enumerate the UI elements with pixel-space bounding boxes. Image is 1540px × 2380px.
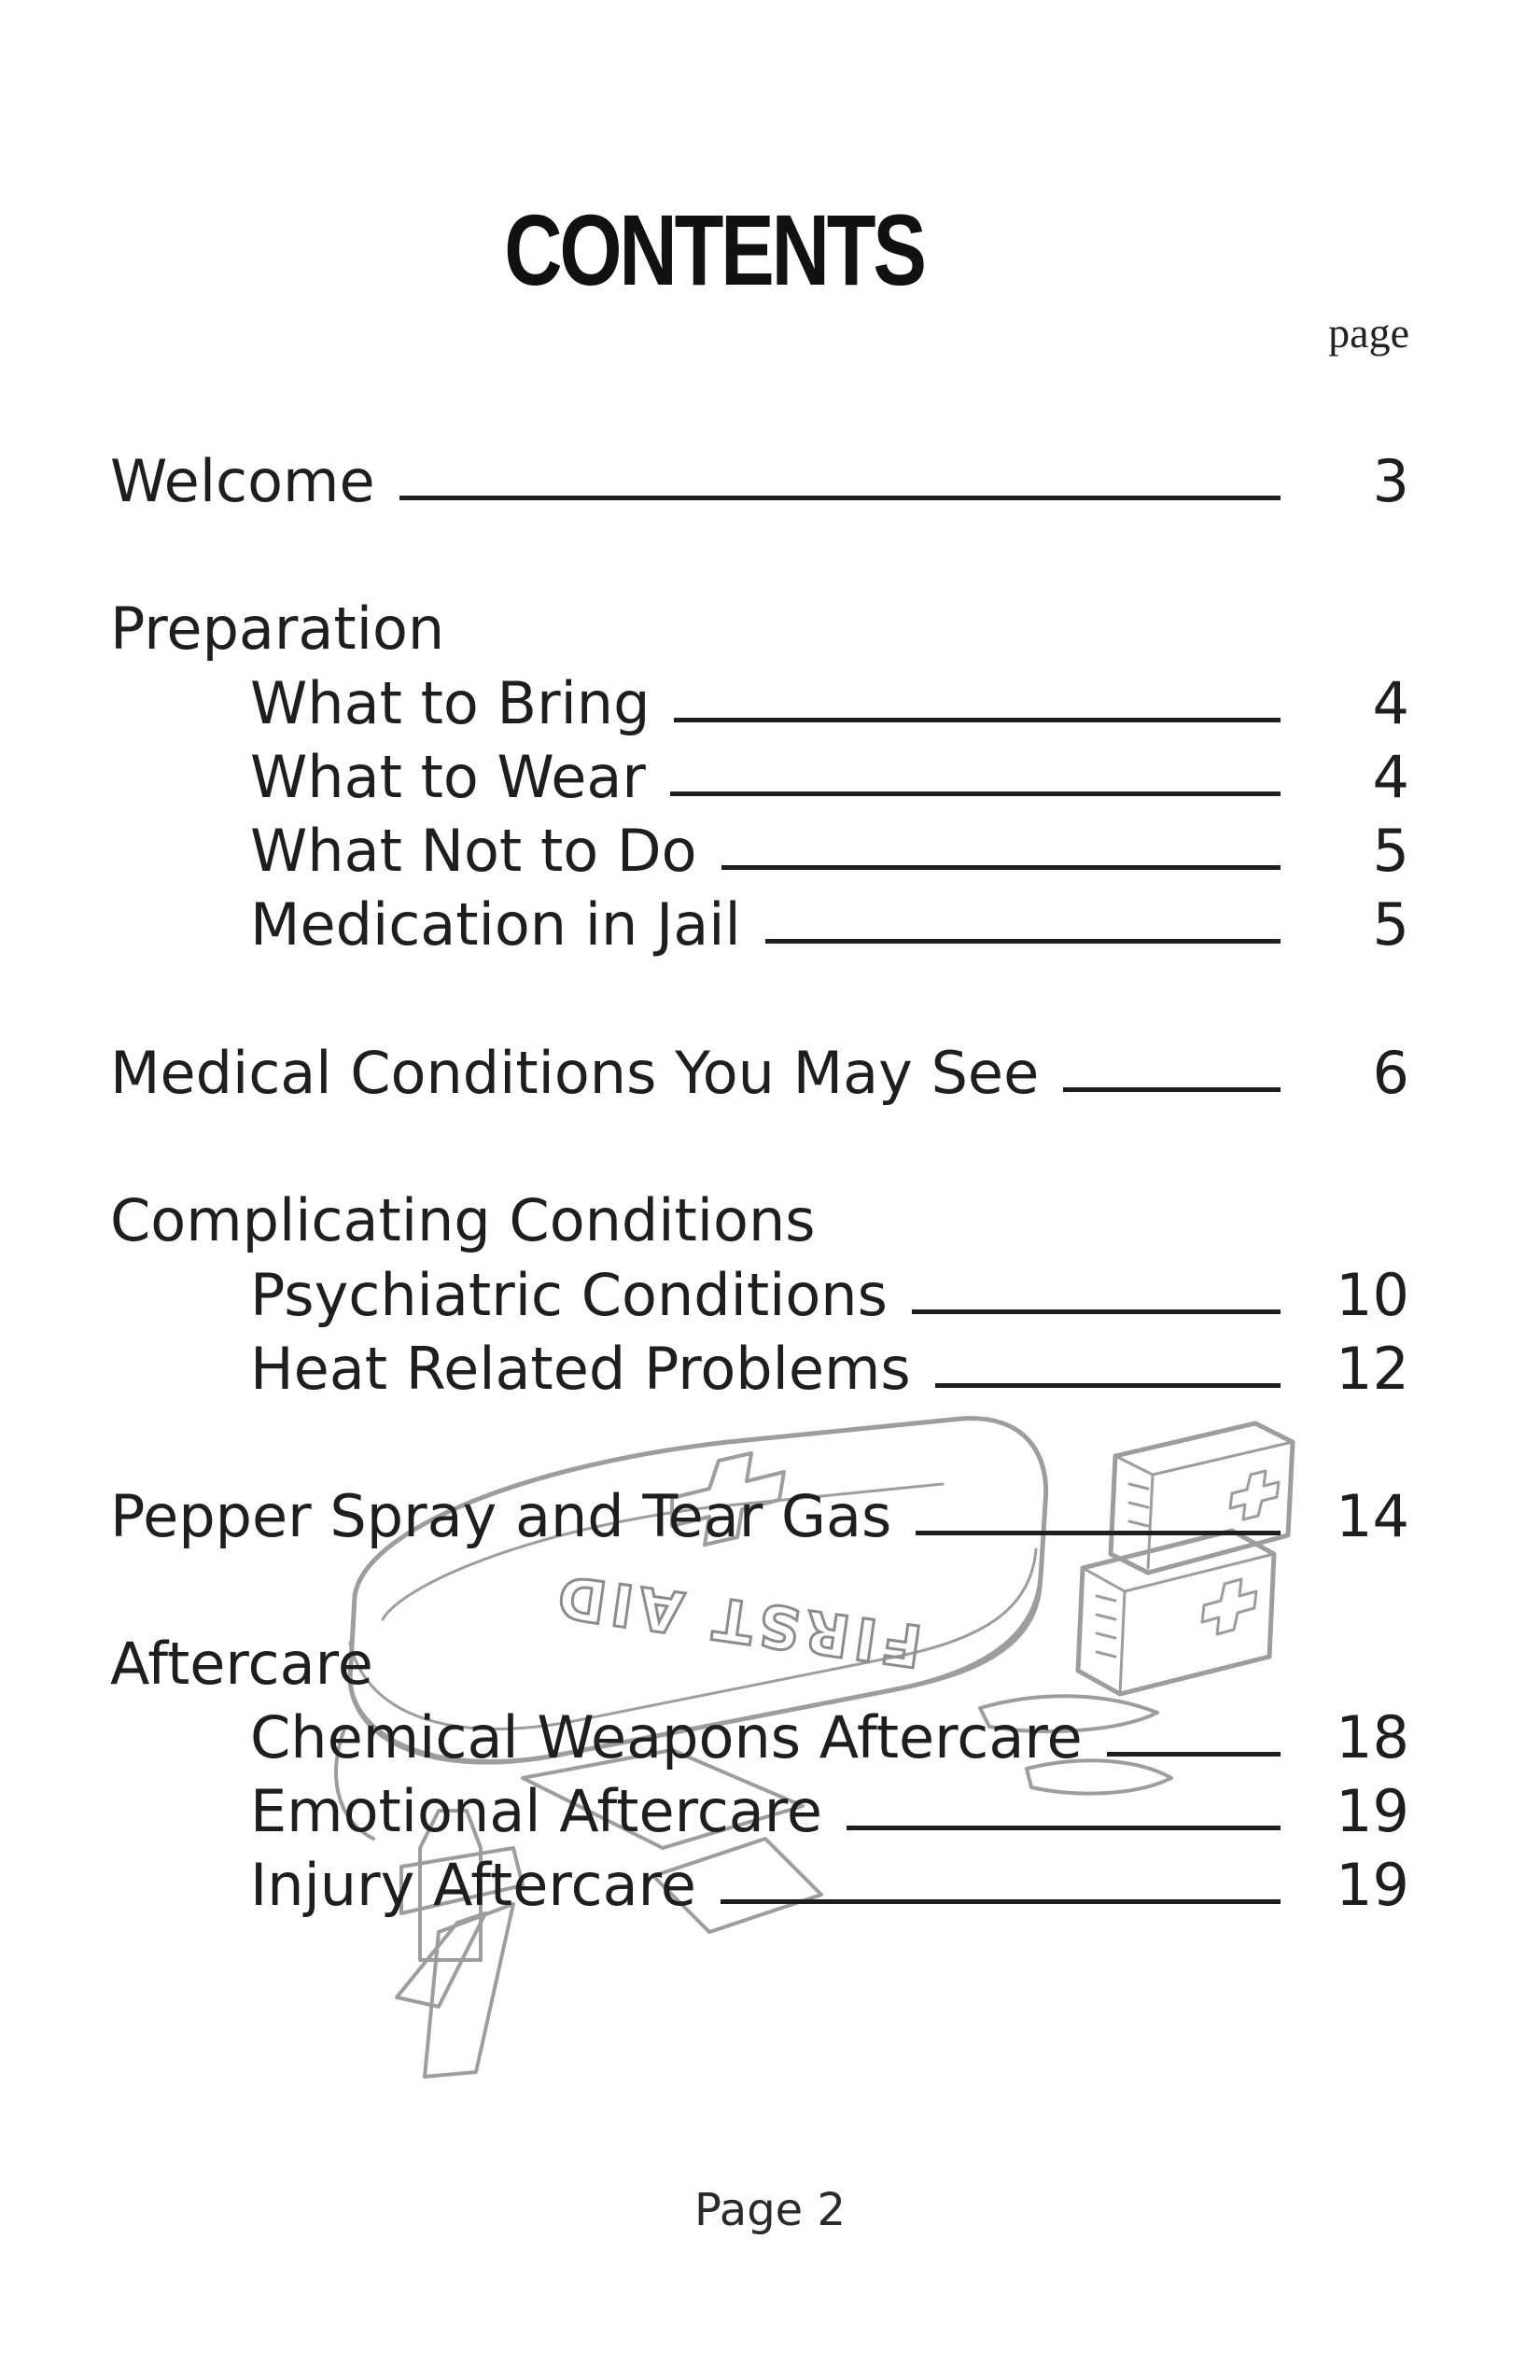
toc-entry-welcome[interactable] [110,446,1409,517]
toc-page-number: 4 [1372,743,1409,811]
leader-line [674,718,1281,722]
toc-page-number: 14 [1336,1482,1409,1550]
toc-entry-label: Injury Aftercare [250,1851,696,1919]
page-title: CONTENTS [504,193,924,306]
page-column-label: page [1328,309,1409,357]
toc-entry-label: Pepper Spray and Tear Gas [110,1482,892,1550]
toc-entry-pepper-spray[interactable] [110,1481,1409,1552]
toc-entry-medical-conditions[interactable] [110,1038,1409,1109]
toc-entry-medication-in-jail[interactable] [250,889,1409,960]
leader-line [916,1531,1281,1535]
toc-page-number: 19 [1336,1777,1409,1845]
leader-line [721,1899,1281,1904]
toc-entry-what-to-bring[interactable] [250,668,1409,739]
toc-entry-heat-related-problems[interactable] [250,1334,1409,1405]
toc-entry-label: Psychiatric Conditions [250,1261,888,1329]
leader-line [399,496,1281,500]
toc-entry-label: What Not to Do [250,817,697,885]
toc-entry-label: Chemical Weapons Aftercare [250,1703,1083,1771]
toc-entry-label: Welcome [110,447,375,515]
toc-page-number: 6 [1372,1039,1409,1107]
toc-entry-label: Medical Conditions You May See [110,1039,1040,1107]
toc-entry-chemical-weapons-aftercare[interactable] [250,1702,1409,1773]
toc-entry-what-to-wear[interactable] [250,742,1409,813]
toc-page-number: 19 [1336,1851,1409,1919]
toc-page-number: 4 [1372,669,1409,737]
toc-section-aftercare: Aftercare [110,1630,373,1698]
toc-page-number: 5 [1372,890,1409,959]
toc-entry-what-not-to-do[interactable] [250,816,1409,887]
leader-line [721,865,1281,870]
leader-line [935,1383,1281,1388]
first-aid-kit-text: FIRST AID [548,1561,927,1681]
leader-line [670,791,1281,796]
toc-page-number: 18 [1336,1703,1409,1771]
toc-entry-injury-aftercare[interactable] [250,1850,1409,1921]
toc-entry-label: Emotional Aftercare [250,1777,823,1845]
toc-entry-label: What to Wear [250,743,646,811]
leader-line [1063,1087,1281,1092]
leader-line [847,1826,1281,1830]
toc-entry-label: Heat Related Problems [250,1335,911,1403]
leader-line [765,939,1281,944]
page-footer-number: Page 2 [694,2184,846,2236]
toc-entry-psychiatric-conditions[interactable] [250,1260,1409,1331]
toc-entry-label: What to Bring [250,669,651,737]
toc-entry-emotional-aftercare[interactable] [250,1776,1409,1847]
toc-page-number: 5 [1372,817,1409,885]
leader-line [1107,1752,1281,1757]
toc-page-number: 3 [1372,447,1409,515]
toc-section-preparation: Preparation [110,595,445,663]
toc-page-number: 10 [1336,1261,1409,1329]
toc-page-number: 12 [1336,1335,1409,1403]
toc-entry-label: Medication in Jail [250,890,741,959]
leader-line [912,1309,1281,1314]
toc-section-complicating-conditions: Complicating Conditions [110,1186,816,1254]
